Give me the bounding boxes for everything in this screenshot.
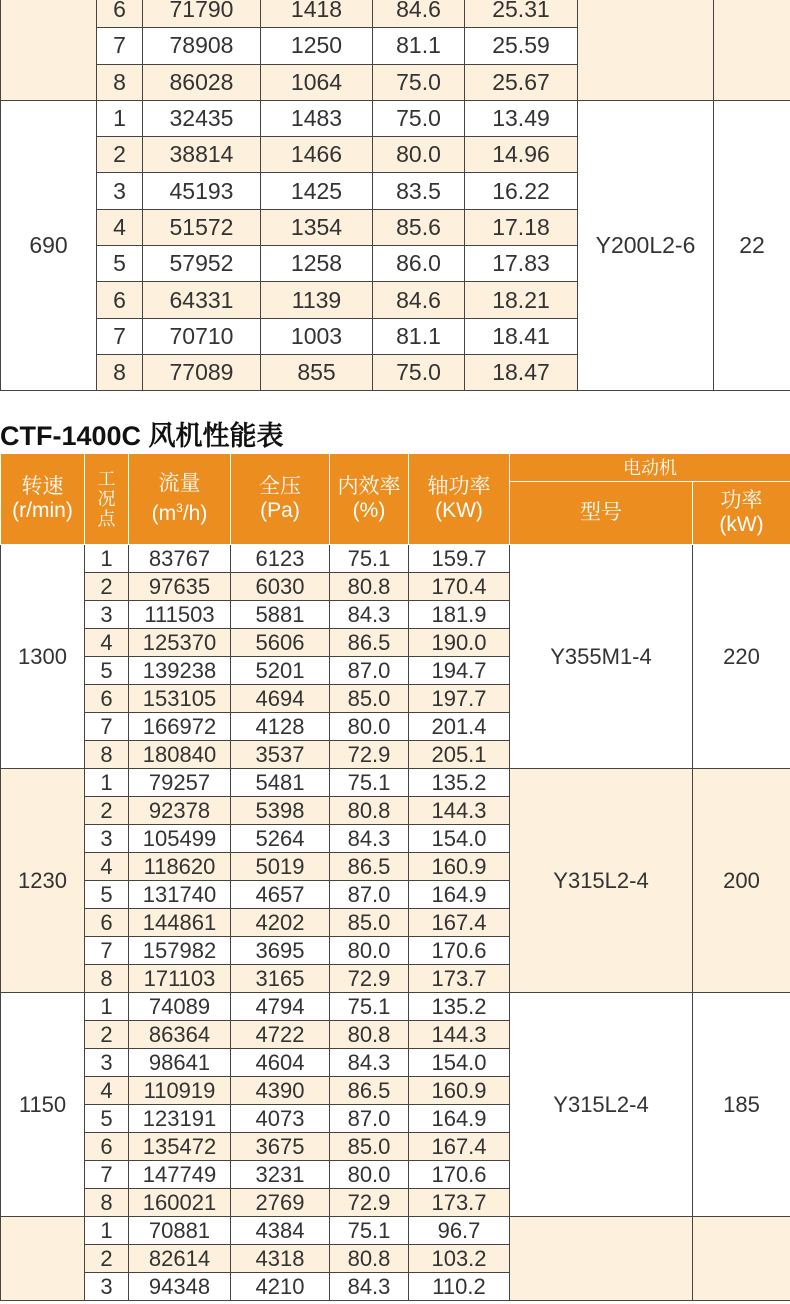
shaft-power-cell: 17.83	[465, 246, 578, 282]
point-cell: 8	[97, 64, 143, 100]
pressure-cell: 1258	[261, 246, 373, 282]
flow-cell: 98641	[129, 1049, 231, 1077]
motor-power-cell: 22	[714, 100, 790, 390]
efficiency-cell: 84.6	[373, 0, 465, 28]
header-point-char-3: 点	[97, 509, 116, 529]
shaft-power-cell: 25.31	[465, 0, 578, 28]
efficiency-cell: 86.0	[373, 246, 465, 282]
shaft-power-cell: 190.0	[409, 629, 510, 657]
pressure-cell: 5019	[231, 853, 330, 881]
pressure-cell: 3165	[231, 965, 330, 993]
flow-cell: 74089	[129, 993, 231, 1021]
flow-cell: 111503	[129, 601, 231, 629]
flow-cell: 166972	[129, 713, 231, 741]
point-cell: 1	[85, 769, 129, 797]
flow-cell: 135472	[129, 1133, 231, 1161]
motor-model-cell: Y200L2-6	[578, 100, 714, 390]
point-cell: 1	[85, 545, 129, 573]
efficiency-cell: 84.3	[330, 1273, 409, 1301]
efficiency-cell: 75.0	[373, 64, 465, 100]
flow-cell: 92378	[129, 797, 231, 825]
motor-power-cell: 220	[693, 545, 790, 769]
shaft-power-cell: 197.7	[409, 685, 510, 713]
efficiency-cell: 85.0	[330, 685, 409, 713]
pressure-cell: 4073	[231, 1105, 330, 1133]
flow-cell: 94348	[129, 1273, 231, 1301]
efficiency-cell: 86.5	[330, 853, 409, 881]
efficiency-cell: 80.8	[330, 1245, 409, 1273]
point-cell: 1	[85, 1217, 129, 1245]
pressure-cell: 4384	[231, 1217, 330, 1245]
point-cell: 8	[97, 354, 143, 390]
table-row	[1, 1217, 790, 1245]
pressure-cell: 6123	[231, 545, 330, 573]
table-row	[1, 0, 790, 28]
header-motor-power-label: 功率	[720, 489, 763, 512]
pressure-cell: 4390	[231, 1077, 330, 1105]
shaft-power-cell: 173.7	[409, 965, 510, 993]
pressure-cell: 1354	[261, 209, 373, 245]
point-cell: 7	[85, 1161, 129, 1189]
header-shaft-power-unit: (KW)	[435, 499, 483, 522]
shaft-power-cell: 13.49	[465, 100, 578, 136]
point-cell: 5	[97, 246, 143, 282]
flow-cell: 86028	[143, 64, 261, 100]
flow-cell: 144861	[129, 909, 231, 937]
point-cell: 4	[85, 629, 129, 657]
header-shaft-power	[409, 454, 510, 545]
header-motor-model: 型号	[510, 482, 693, 545]
shaft-power-cell: 194.7	[409, 657, 510, 685]
pressure-cell: 4657	[231, 881, 330, 909]
header-efficiency	[330, 454, 409, 545]
speed-cell: 1300	[1, 545, 85, 769]
header-efficiency-label: 内效率	[337, 475, 401, 498]
point-cell: 7	[97, 318, 143, 354]
point-cell: 3	[97, 173, 143, 209]
table-row	[1, 545, 790, 573]
motor-power-cell: 200	[693, 769, 790, 993]
pressure-cell: 4694	[231, 685, 330, 713]
pressure-cell: 855	[261, 354, 373, 390]
pressure-cell: 4128	[231, 713, 330, 741]
pressure-cell: 1003	[261, 318, 373, 354]
performance-table-upper	[0, 0, 790, 391]
shaft-power-cell: 159.7	[409, 545, 510, 573]
efficiency-cell: 75.0	[373, 354, 465, 390]
efficiency-cell: 84.6	[373, 282, 465, 318]
efficiency-cell: 80.0	[373, 137, 465, 173]
shaft-power-cell: 201.4	[409, 713, 510, 741]
shaft-power-cell: 25.67	[465, 64, 578, 100]
point-cell: 6	[97, 0, 143, 28]
shaft-power-cell: 170.6	[409, 1161, 510, 1189]
shaft-power-cell: 181.9	[409, 601, 510, 629]
header-pressure	[231, 454, 330, 545]
flow-cell: 82614	[129, 1245, 231, 1273]
speed-cell: 690	[1, 100, 97, 390]
shaft-power-cell: 164.9	[409, 881, 510, 909]
flow-cell: 70710	[143, 318, 261, 354]
motor-model-cell: Y355M1-4	[510, 545, 693, 769]
flow-cell: 77089	[143, 354, 261, 390]
efficiency-cell: 80.0	[330, 1161, 409, 1189]
motor-model-cell	[578, 0, 714, 100]
efficiency-cell: 75.1	[330, 769, 409, 797]
header-point-char-1: 工	[97, 469, 116, 489]
header-flow-unit: $(m^3/h)$	[151, 501, 208, 525]
speed-cell	[1, 1217, 85, 1301]
speed-cell: 1150	[1, 993, 85, 1217]
pressure-cell: 5201	[231, 657, 330, 685]
efficiency-cell: 80.8	[330, 1021, 409, 1049]
header-speed-unit: (r/min)	[12, 499, 73, 522]
table-row	[1, 993, 790, 1021]
shaft-power-cell: 96.7	[409, 1217, 510, 1245]
efficiency-cell: 85.0	[330, 909, 409, 937]
point-cell: 6	[85, 1133, 129, 1161]
point-cell: 4	[85, 1077, 129, 1105]
point-cell: 2	[85, 797, 129, 825]
pressure-cell: 2769	[231, 1189, 330, 1217]
header-pressure-label: 全压	[259, 475, 301, 498]
efficiency-cell: 75.0	[373, 100, 465, 136]
pressure-cell: 5881	[231, 601, 330, 629]
pressure-cell: 5398	[231, 797, 330, 825]
efficiency-cell: 86.5	[330, 629, 409, 657]
header-motor: 电动机	[510, 454, 790, 482]
shaft-power-cell: 18.41	[465, 318, 578, 354]
speed-cell: 1230	[1, 769, 85, 993]
efficiency-cell: 72.9	[330, 1189, 409, 1217]
shaft-power-cell: 170.6	[409, 937, 510, 965]
efficiency-cell: 80.8	[330, 573, 409, 601]
header-efficiency-unit: (%)	[352, 499, 386, 522]
flow-cell: 38814	[143, 137, 261, 173]
shaft-power-cell: 110.2	[409, 1273, 510, 1301]
point-cell: 2	[97, 137, 143, 173]
flow-cell: 64331	[143, 282, 261, 318]
flow-cell: 123191	[129, 1105, 231, 1133]
point-cell: 4	[97, 209, 143, 245]
pressure-cell: 4604	[231, 1049, 330, 1077]
shaft-power-cell: 18.47	[465, 354, 578, 390]
shaft-power-cell: 103.2	[409, 1245, 510, 1273]
flow-cell: 147749	[129, 1161, 231, 1189]
point-cell: 1	[85, 993, 129, 1021]
efficiency-cell: 83.5	[373, 173, 465, 209]
efficiency-cell: 72.9	[330, 741, 409, 769]
flow-cell: 131740	[129, 881, 231, 909]
pressure-cell: 3231	[231, 1161, 330, 1189]
header-motor-power-unit: (kW)	[719, 513, 764, 536]
shaft-power-cell: 144.3	[409, 797, 510, 825]
flow-cell: 51572	[143, 209, 261, 245]
shaft-power-cell: 144.3	[409, 1021, 510, 1049]
point-cell: 7	[97, 28, 143, 64]
flow-cell: 171103	[129, 965, 231, 993]
flow-cell: 57952	[143, 246, 261, 282]
shaft-power-cell: 135.2	[409, 993, 510, 1021]
efficiency-cell: 84.3	[330, 1049, 409, 1077]
pressure-cell: 4722	[231, 1021, 330, 1049]
motor-model-cell: Y315L2-4	[510, 769, 693, 993]
point-cell: 5	[85, 657, 129, 685]
speed-cell	[1, 0, 97, 100]
header-shaft-power-label: 轴功率	[427, 475, 491, 498]
point-cell: 8	[85, 965, 129, 993]
efficiency-cell: 84.3	[330, 825, 409, 853]
pressure-cell: 5606	[231, 629, 330, 657]
motor-power-cell	[714, 0, 790, 100]
flow-cell: 105499	[129, 825, 231, 853]
table-row	[1, 100, 790, 136]
shaft-power-cell: 167.4	[409, 909, 510, 937]
point-cell: 5	[85, 881, 129, 909]
point-cell: 3	[85, 601, 129, 629]
shaft-power-cell: 154.0	[409, 825, 510, 853]
flow-cell: 86364	[129, 1021, 231, 1049]
shaft-power-cell: 164.9	[409, 1105, 510, 1133]
efficiency-cell: 87.0	[330, 1105, 409, 1133]
flow-cell: 139238	[129, 657, 231, 685]
point-cell: 3	[85, 1273, 129, 1301]
point-cell: 2	[85, 1021, 129, 1049]
point-cell: 1	[97, 100, 143, 136]
point-cell: 6	[97, 282, 143, 318]
efficiency-cell: 72.9	[330, 965, 409, 993]
efficiency-cell: 86.5	[330, 1077, 409, 1105]
point-cell: 3	[85, 825, 129, 853]
header-speed	[1, 454, 85, 545]
point-cell: 6	[85, 909, 129, 937]
point-cell: 4	[85, 853, 129, 881]
motor-power-cell: 185	[693, 993, 790, 1217]
efficiency-cell: 80.0	[330, 713, 409, 741]
flow-cell: 32435	[143, 100, 261, 136]
efficiency-cell: 75.1	[330, 993, 409, 1021]
efficiency-cell: 85.0	[330, 1133, 409, 1161]
pressure-cell: 1425	[261, 173, 373, 209]
efficiency-cell: 80.0	[330, 937, 409, 965]
point-cell: 7	[85, 937, 129, 965]
flow-cell: 78908	[143, 28, 261, 64]
motor-model-cell	[510, 1217, 693, 1301]
header-motor-power	[693, 482, 790, 545]
table-title: CTF-1400C 风机性能表	[0, 421, 284, 451]
table-row	[1, 769, 790, 797]
pressure-cell: 3675	[231, 1133, 330, 1161]
efficiency-cell: 81.1	[373, 318, 465, 354]
flow-cell: 97635	[129, 573, 231, 601]
pressure-cell: 5481	[231, 769, 330, 797]
shaft-power-cell: 17.18	[465, 209, 578, 245]
flow-cell: 70881	[129, 1217, 231, 1245]
pressure-cell: 1483	[261, 100, 373, 136]
flow-cell: 125370	[129, 629, 231, 657]
point-cell: 2	[85, 1245, 129, 1273]
pressure-cell: 4794	[231, 993, 330, 1021]
flow-cell: 118620	[129, 853, 231, 881]
pressure-cell: 3537	[231, 741, 330, 769]
shaft-power-cell: 205.1	[409, 741, 510, 769]
efficiency-cell: 84.3	[330, 601, 409, 629]
pressure-cell: 4210	[231, 1273, 330, 1301]
point-cell: 5	[85, 1105, 129, 1133]
efficiency-cell: 75.1	[330, 1217, 409, 1245]
efficiency-cell: 85.6	[373, 209, 465, 245]
pressure-cell: 5264	[231, 825, 330, 853]
efficiency-cell: 80.8	[330, 797, 409, 825]
point-cell: 6	[85, 685, 129, 713]
point-cell: 7	[85, 713, 129, 741]
shaft-power-cell: 135.2	[409, 769, 510, 797]
pressure-cell: 3695	[231, 937, 330, 965]
point-cell: 8	[85, 741, 129, 769]
efficiency-cell: 75.1	[330, 545, 409, 573]
point-cell: 2	[85, 573, 129, 601]
pressure-cell: 6030	[231, 573, 330, 601]
shaft-power-cell: 173.7	[409, 1189, 510, 1217]
flow-cell: 180840	[129, 741, 231, 769]
motor-model-cell: Y315L2-4	[510, 993, 693, 1217]
flow-cell: 160021	[129, 1189, 231, 1217]
point-cell: 3	[85, 1049, 129, 1077]
shaft-power-cell: 154.0	[409, 1049, 510, 1077]
shaft-power-cell: 170.4	[409, 573, 510, 601]
shaft-power-cell: 167.4	[409, 1133, 510, 1161]
efficiency-cell: 87.0	[330, 881, 409, 909]
pressure-cell: 1064	[261, 64, 373, 100]
header-pressure-unit: (Pa)	[260, 499, 300, 522]
motor-power-cell	[693, 1217, 790, 1301]
flow-cell: 79257	[129, 769, 231, 797]
performance-table-ctf-1400c	[0, 453, 790, 1301]
shaft-power-cell: 14.96	[465, 137, 578, 173]
pressure-cell: 1418	[261, 0, 373, 28]
shaft-power-cell: 25.59	[465, 28, 578, 64]
pressure-cell: 1250	[261, 28, 373, 64]
pressure-cell: 4202	[231, 909, 330, 937]
flow-cell: 157982	[129, 937, 231, 965]
header-flow	[129, 454, 231, 545]
efficiency-cell: 87.0	[330, 657, 409, 685]
pressure-cell: 4318	[231, 1245, 330, 1273]
pressure-cell: 1466	[261, 137, 373, 173]
shaft-power-cell: 160.9	[409, 1077, 510, 1105]
header-point-char-2: 况	[97, 489, 116, 509]
point-cell: 8	[85, 1189, 129, 1217]
header-flow-label: 流量	[158, 472, 201, 495]
shaft-power-cell: 160.9	[409, 853, 510, 881]
flow-cell: 83767	[129, 545, 231, 573]
pressure-cell: 1139	[261, 282, 373, 318]
flow-cell: 153105	[129, 685, 231, 713]
shaft-power-cell: 18.21	[465, 282, 578, 318]
efficiency-cell: 81.1	[373, 28, 465, 64]
header-speed-label: 转速	[21, 475, 64, 498]
flow-cell: 71790	[143, 0, 261, 28]
flow-cell: 110919	[129, 1077, 231, 1105]
shaft-power-cell: 16.22	[465, 173, 578, 209]
flow-cell: 45193	[143, 173, 261, 209]
header-point	[85, 454, 129, 545]
